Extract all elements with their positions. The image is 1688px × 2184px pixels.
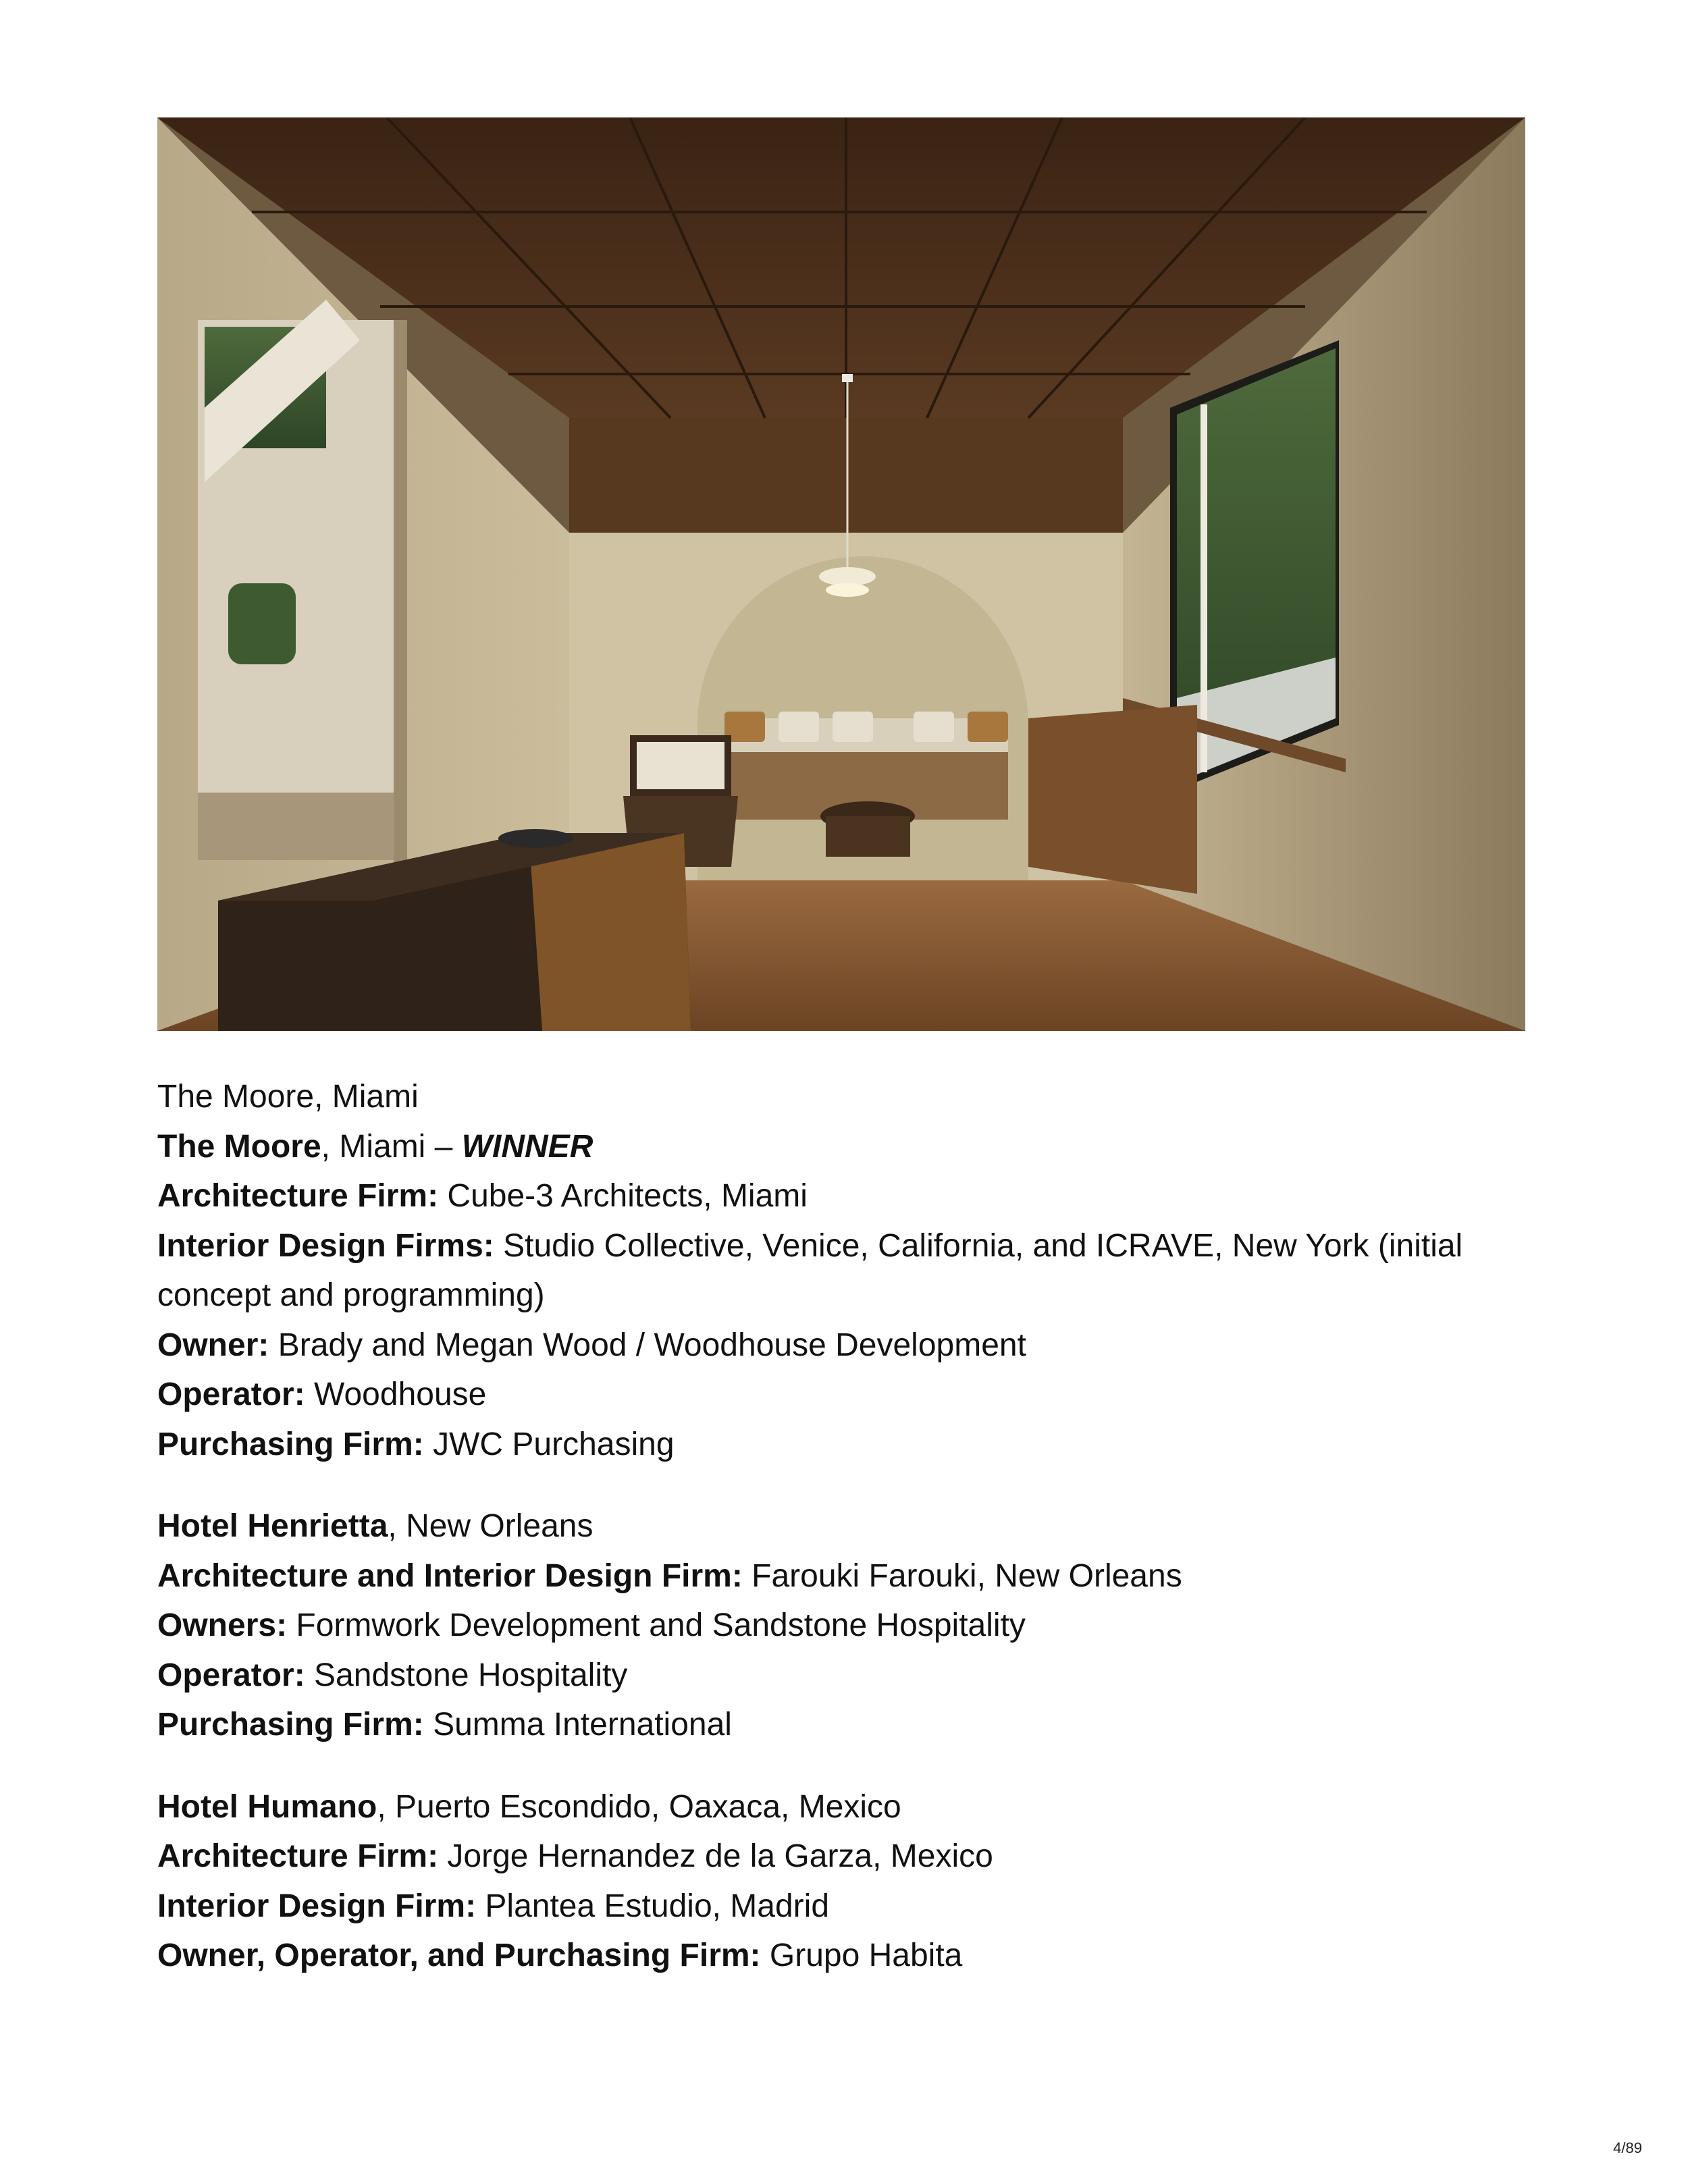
credit-line <box>157 1651 1535 1701</box>
hotel-name: Hotel Humano <box>157 1788 377 1825</box>
hotel-name: Hotel Henrietta <box>157 1508 388 1544</box>
credit-value: Summa International <box>423 1707 732 1742</box>
page-number: 4/89 <box>1613 2139 1642 2156</box>
credit-label: Owner: <box>157 1327 269 1363</box>
credit-line <box>157 1700 1535 1750</box>
credit-label: Operator: <box>157 1377 305 1412</box>
credit-label: Operator: <box>157 1657 305 1693</box>
credit-value: Sandstone Hospitality <box>305 1657 628 1693</box>
photo-caption: The Moore, Miami <box>157 1079 419 1115</box>
entry-heading <box>157 1501 1535 1551</box>
credit-line <box>157 1931 1535 1981</box>
credit-line <box>157 1370 1535 1420</box>
hotel-name: The Moore <box>157 1128 321 1165</box>
entry-heading <box>157 1122 1535 1172</box>
entry-heading <box>157 1782 1535 1832</box>
credit-label: Interior Design Firms: <box>157 1227 494 1264</box>
credit-value: Jorge Hernandez de la Garza, Mexico <box>438 1838 993 1874</box>
credit-line <box>157 1882 1535 1932</box>
hotel-location: , Puerto Escondido, Oaxaca, Mexico <box>377 1788 901 1825</box>
credit-label: Purchasing Firm: <box>157 1707 424 1742</box>
credit-label: Architecture Firm: <box>157 1838 439 1874</box>
credit-label: Purchasing Firm: <box>157 1426 424 1462</box>
hotel-location: , Miami – <box>321 1128 462 1165</box>
project-credits <box>157 1072 1535 1981</box>
hotel-room-photo <box>157 117 1525 1031</box>
winner-badge: WINNER <box>461 1128 594 1165</box>
section-spacer <box>157 1750 1535 1782</box>
credit-value: JWC Purchasing <box>423 1426 675 1462</box>
credit-value: Formwork Development and Sandstone Hospitality <box>287 1607 1026 1643</box>
credit-value: Studio Collective, Venice, California, and ICRAVE, New York (initial concept and programming) <box>157 1227 1463 1313</box>
section-spacer <box>157 1469 1535 1501</box>
credit-label: Architecture Firm: <box>157 1178 439 1214</box>
credit-label: Architecture and Interior Design Firm: <box>157 1557 743 1594</box>
credit-value: Plantea Estudio, Madrid <box>476 1888 830 1924</box>
credit-label: Owners: <box>157 1607 288 1643</box>
credit-line <box>157 1832 1535 1882</box>
credit-value: Grupo Habita <box>760 1938 963 1973</box>
credit-line <box>157 1321 1535 1370</box>
credit-label: Interior Design Firm: <box>157 1888 477 1924</box>
hotel-location: , New Orleans <box>388 1508 594 1544</box>
credit-label: Owner, Operator, and Purchasing Firm: <box>157 1938 761 1973</box>
credit-value: Brady and Megan Wood / Woodhouse Development <box>269 1327 1026 1363</box>
credit-line <box>157 1221 1535 1321</box>
credit-value: Farouki Farouki, New Orleans <box>742 1557 1182 1594</box>
credit-value: Cube-3 Architects, Miami <box>438 1178 808 1214</box>
credit-line <box>157 1420 1535 1470</box>
credit-line <box>157 1551 1535 1601</box>
credit-line <box>157 1601 1535 1651</box>
credit-line <box>157 1171 1535 1221</box>
credit-value: Woodhouse <box>305 1377 487 1412</box>
